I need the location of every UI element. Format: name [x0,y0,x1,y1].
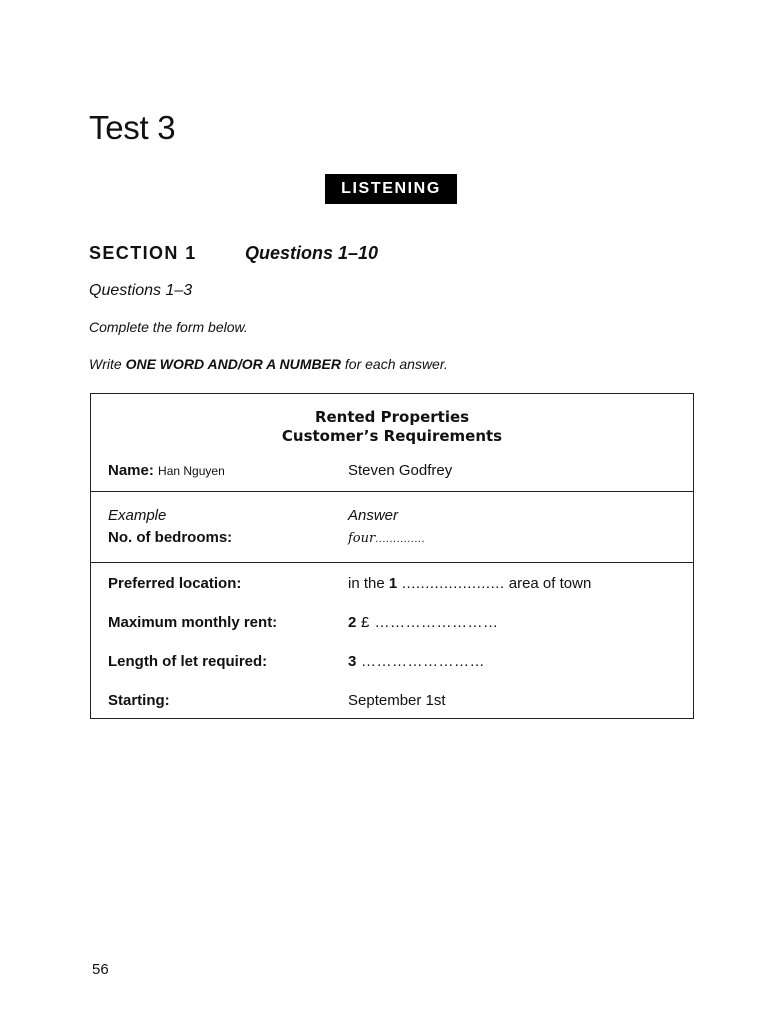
instruction-prefix: Write [89,356,126,372]
starting-value: September 1st [348,692,446,709]
divider [91,562,693,563]
instruction-suffix: for each answer. [341,356,448,372]
example-answer: four [348,531,376,546]
instruction-complete-form: Complete the form below. [89,319,248,335]
name-value: Steven Godfrey [348,462,453,479]
question-2-field[interactable] [348,613,499,632]
location-suffix: area of town [504,575,592,592]
instruction-emphasis: ONE WORD AND/OR A NUMBER [125,356,341,372]
answer-blank-2: £ …………………… [356,614,499,631]
let-length-label: Length of let required: [108,653,268,670]
answer-dots: .............. [375,533,426,545]
form-title-line2: Customer’s Requirements [281,427,503,445]
section-label: SECTION 1 [89,243,197,263]
example-label: Example [108,507,167,524]
divider [91,491,693,492]
bedrooms-answer [348,528,425,549]
instruction-word-limit [89,355,448,373]
listening-badge: LISTENING [325,174,457,204]
location-prefix: in the [348,575,389,592]
page-title: Test 3 [89,109,176,146]
form-title-line1: Rented Properties [314,408,470,426]
handwritten-name: Han Nguyen [158,464,225,478]
question-1-field[interactable] [348,574,591,593]
answer-blank-1: ...................... [397,575,505,592]
answer-blank-3: …………………… [356,653,486,670]
location-label: Preferred location: [108,575,242,592]
starting-label: Starting: [108,692,170,709]
question-number-2: 2 [348,614,357,631]
requirements-form [90,393,694,719]
answer-label: Answer [348,507,399,524]
question-3-field[interactable] [348,652,485,671]
name-label: Name: [108,462,154,479]
page-number: 56 [92,961,109,978]
question-number-3: 3 [348,653,357,670]
questions-range: Questions 1–10 [245,243,379,263]
question-number-1: 1 [388,575,398,592]
subquestions-heading: Questions 1–3 [89,282,193,299]
bedrooms-label: No. of bedrooms: [108,529,233,546]
name-row-label [108,461,225,481]
rent-label: Maximum monthly rent: [108,614,278,631]
